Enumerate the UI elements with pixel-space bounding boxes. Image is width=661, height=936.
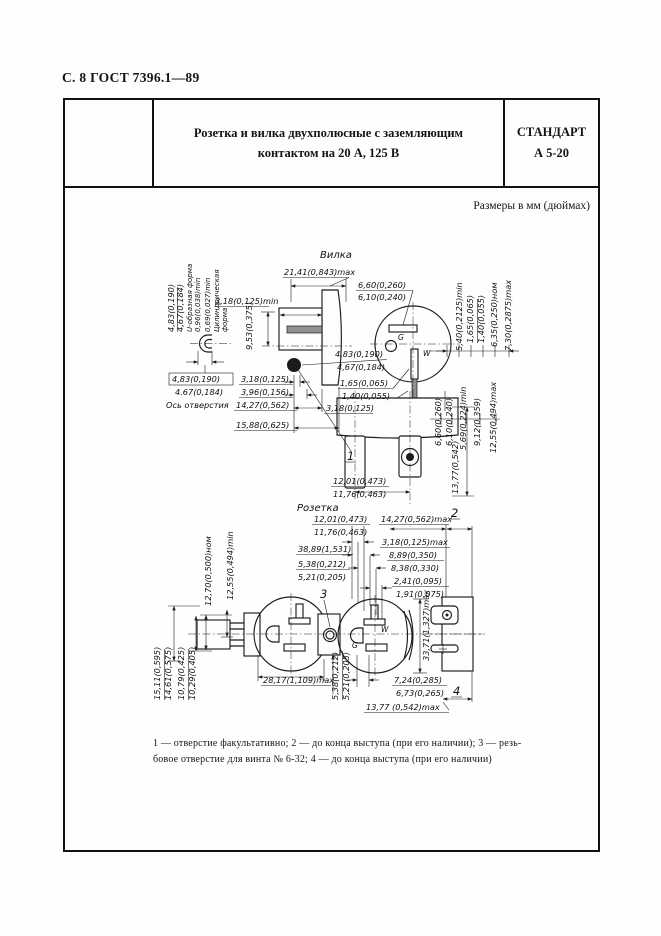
dim-label: 15,88(0,625) bbox=[236, 420, 290, 430]
rear-slot-stem bbox=[296, 604, 303, 619]
dim-label: 10,29(0,405) bbox=[187, 646, 197, 700]
dim-label: 5,38(0,212) bbox=[298, 559, 347, 569]
callout-4: 4 bbox=[453, 684, 461, 698]
dim-label: 3,18(0,125) bbox=[241, 374, 290, 384]
dim-label: 4.67(0,184) bbox=[175, 387, 224, 397]
dim-label: 5,38(0,212) bbox=[330, 651, 340, 700]
dim-label: 5,21(0,205) bbox=[298, 572, 347, 582]
dim-label: 1,65(0,065) bbox=[465, 294, 475, 343]
dim-label: Ось отверстия bbox=[166, 400, 229, 410]
dim-label: 6,10(0,240) bbox=[444, 397, 454, 446]
title-block-empty-cell bbox=[65, 100, 154, 186]
dim-label: 8,89(0,350) bbox=[389, 550, 438, 560]
plug-round-pin bbox=[287, 358, 301, 372]
dim-label: 2,41(0,095) bbox=[394, 576, 443, 586]
dim-label: 6,10(0,240) bbox=[358, 292, 407, 302]
dim-label: 15,11(0,595) bbox=[152, 646, 162, 700]
live-contact-label: W bbox=[423, 349, 431, 358]
sheet-title-line2: контактом на 20 А, 125 В bbox=[257, 146, 400, 160]
plug-ground-hole bbox=[386, 341, 397, 352]
dim-label: 6,73(0,265) bbox=[396, 688, 445, 698]
dim-label: 6,60(0,260) bbox=[433, 397, 443, 446]
socket-title: Розетка bbox=[297, 503, 339, 514]
standard-sheet-table bbox=[63, 98, 600, 852]
dim-label: 5,40(0,2125)min bbox=[454, 282, 464, 351]
socket-middle-boss bbox=[318, 600, 340, 655]
callout-2: 2 bbox=[451, 506, 459, 520]
dim-label: 12,01(0,473) bbox=[333, 476, 387, 486]
dim-label: 5,21(0,205) bbox=[341, 651, 351, 700]
dim-label: 3,18(0,125)min bbox=[215, 296, 279, 306]
dim-label: 3,96(0,156) bbox=[241, 387, 290, 397]
dim-label: Цилиндрическая bbox=[213, 269, 221, 332]
dim-label: U-образная форма bbox=[186, 263, 194, 332]
plug-view bbox=[166, 250, 519, 504]
dim-label: 7,30(0,2875)max bbox=[503, 279, 513, 351]
title-block-standard-cell bbox=[503, 100, 598, 186]
ground-contact-label: G bbox=[398, 333, 404, 342]
standard-word: СТАНДАРТ bbox=[516, 124, 587, 139]
dim-label: 12,70(0,500)ном bbox=[203, 536, 213, 606]
dim-label: 13,77 (0,542)max bbox=[366, 702, 440, 712]
dim-label: 14,27(0,562) bbox=[236, 400, 290, 410]
page-header: С. 8 ГОСТ 7396.1—89 bbox=[62, 70, 200, 85]
socket-left-side-view bbox=[197, 613, 260, 656]
dim-label: 4,83(0,190) bbox=[166, 283, 176, 332]
dim-label: 6,60(0,260) bbox=[358, 280, 407, 290]
dim-label: 4,67(0,184) bbox=[337, 362, 386, 372]
standard-code: А 5-20 bbox=[533, 146, 570, 160]
dim-label: 12,55(0,494)min bbox=[225, 531, 235, 600]
dim-label: 11,76(0,463) bbox=[333, 489, 387, 499]
dim-label: 1,91(0,075) bbox=[396, 589, 445, 599]
plug-live-blade bbox=[411, 349, 418, 379]
plug-blade bbox=[287, 326, 322, 333]
dim-label: 21,41(0,843)max bbox=[284, 267, 356, 277]
front-neutral-slot bbox=[366, 644, 387, 651]
dim-label: 3,18(0,125) bbox=[326, 403, 375, 413]
sheet-title-line1: Розетка и вилка двухполюсные с заземляющим bbox=[193, 126, 464, 140]
rear-slot-foot bbox=[289, 618, 310, 624]
title-block-title-cell bbox=[154, 100, 503, 186]
dim-label: 11,76(0,463) bbox=[314, 527, 368, 537]
mounting-screw-center bbox=[446, 614, 449, 617]
dim-label: 13,77(0,542) bbox=[450, 440, 460, 494]
dim-label: 1,40(0,055) bbox=[476, 294, 486, 343]
dim-label: 14,27(0,562)max bbox=[381, 514, 453, 524]
dim-label: 28,17(1,109)max bbox=[263, 675, 335, 685]
dim-label: 12,55(0,494)max bbox=[488, 381, 498, 453]
dim-label: 33,71(1,327)max bbox=[421, 589, 431, 661]
dim-label: 5,69(0,224)min bbox=[458, 386, 468, 450]
dim-label: 3,18(0,125)max bbox=[382, 537, 448, 547]
drawing-area bbox=[65, 188, 598, 848]
plug-pin-detail-labels bbox=[166, 264, 229, 410]
dim-label: 12,01(0,473) bbox=[314, 514, 368, 524]
dim-label: 0,69(0,027)min bbox=[204, 277, 212, 332]
dim-label: 9,53(0,375) bbox=[244, 301, 254, 350]
dim-label: 0,96(0,038)min bbox=[194, 277, 202, 332]
dim-label: 38,89(1,531) bbox=[298, 544, 352, 554]
dim-label: 14,61(0,575) bbox=[163, 646, 173, 700]
socket-side-body bbox=[197, 620, 230, 649]
dim-label: 8,38(0,330) bbox=[391, 563, 440, 573]
footnote bbox=[153, 736, 553, 767]
footnote-line2: бовое отверстие для винта № 6-32; 4 — до конца выступа (при его наличии) bbox=[153, 753, 492, 765]
callout-1: 1 bbox=[347, 449, 355, 463]
socket-view bbox=[152, 503, 485, 713]
dim-label: форма bbox=[221, 307, 229, 332]
dim-label: 4,83(0,190) bbox=[172, 374, 221, 384]
callout-3: 3 bbox=[320, 587, 328, 601]
rear-neutral-slot bbox=[284, 644, 305, 651]
ground-contact-label: G bbox=[352, 641, 358, 650]
live-contact-label: W bbox=[381, 625, 389, 634]
socket-rear-face bbox=[254, 593, 328, 677]
dim-label: 9,12(0,359) bbox=[472, 397, 482, 446]
plug-title: Вилка bbox=[320, 250, 352, 261]
dim-label: 10,79(0,425) bbox=[176, 646, 186, 700]
footnote-line1: 1 — отверстие факультативно; 2 — до конца выступа (при его наличии); 3 — резь- bbox=[153, 738, 522, 749]
mounting-ear-top bbox=[431, 606, 458, 624]
title-block-row bbox=[65, 100, 598, 188]
front-slot-stem bbox=[371, 605, 378, 620]
dim-label: 6,35(0,250)ном bbox=[489, 282, 499, 347]
mounting-ear-bottom bbox=[431, 645, 458, 652]
dim-label: 1,40(0,055) bbox=[342, 391, 391, 401]
technical-drawing bbox=[65, 229, 598, 729]
dim-label: 7,24(0,285) bbox=[394, 675, 443, 685]
units-note: Размеры в мм (дюймах) bbox=[473, 200, 590, 212]
dim-label: 4,67(0,184) bbox=[175, 283, 185, 332]
dim-label: 4,83(0,190) bbox=[335, 349, 384, 359]
dim-label: 1,65(0,065) bbox=[340, 378, 389, 388]
